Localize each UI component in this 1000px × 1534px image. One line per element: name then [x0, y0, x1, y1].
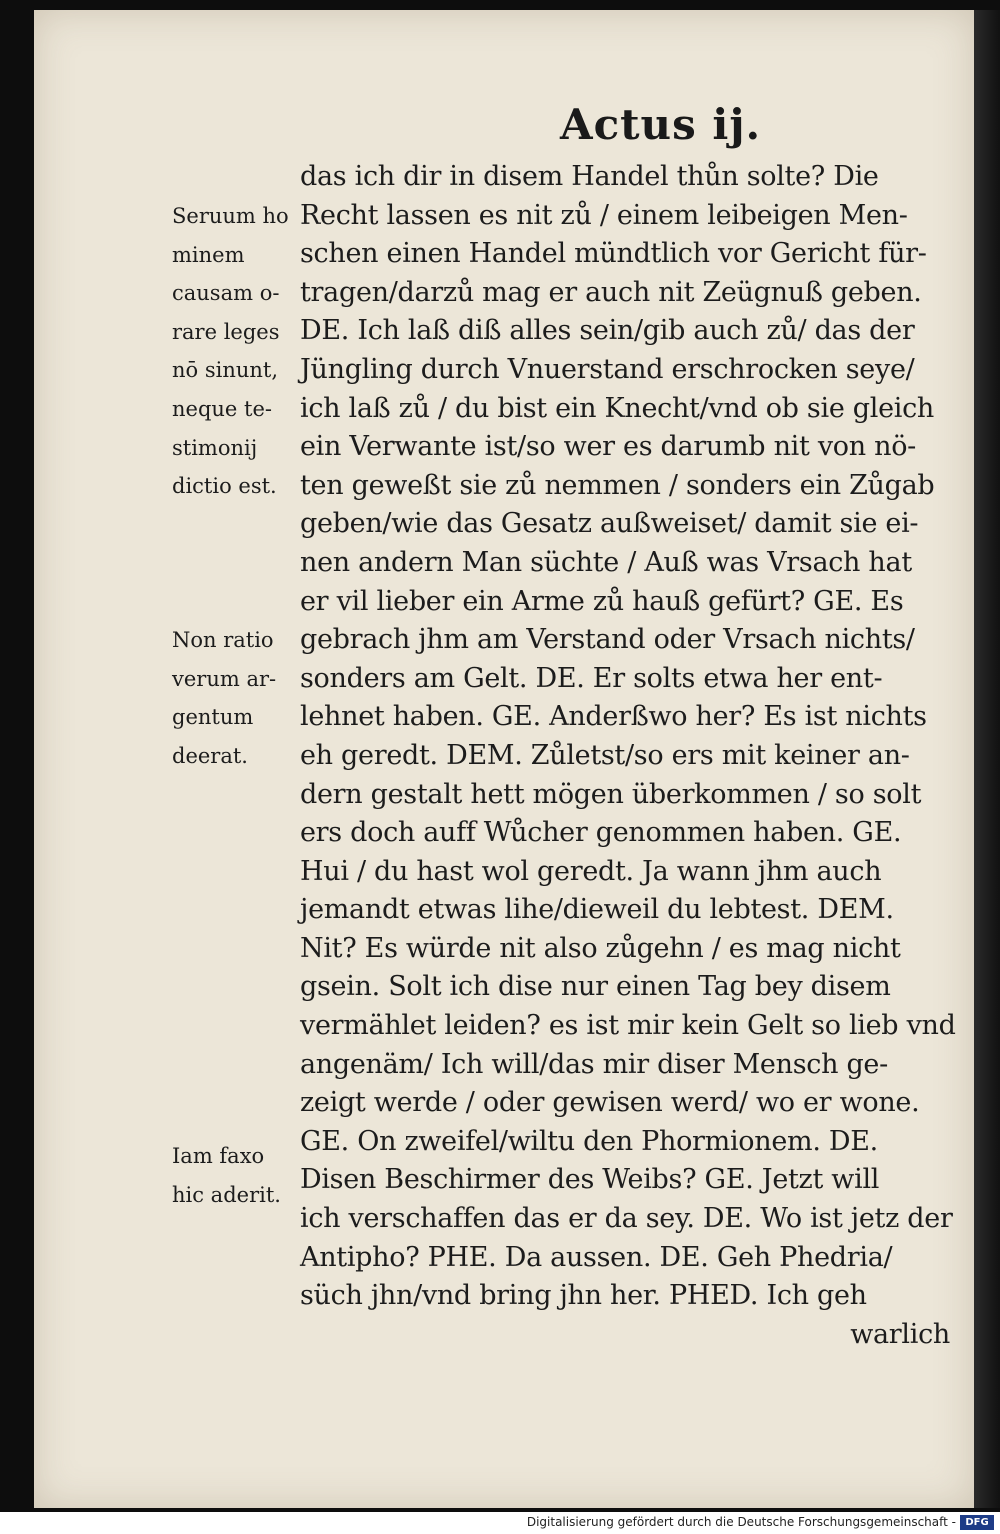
marginal-gloss-3 — [172, 1137, 302, 1214]
gloss-line: causam o- — [172, 281, 280, 306]
page-header: Actus ij. — [560, 100, 762, 149]
text-line: ten geweßt sie zů nemmen / sonders ein Zůgab — [300, 469, 935, 501]
text-line: zeigt werde / oder gewisen werd/ wo er wone. — [300, 1087, 920, 1119]
text-line: er vil lieber ein Arme zů hauß gefürt? GE. Es — [300, 585, 904, 617]
text-line: ich laß zů / du bist ein Knecht/vnd ob sie gleich — [300, 392, 935, 424]
text-line: lehnet haben. GE. Anderßwo her? Es ist nichts — [300, 701, 927, 733]
text-line: ich verschaffen das er da sey. DE. Wo ist jetz der — [300, 1203, 953, 1235]
text-line: vermählet leiden? es ist mir kein Gelt so lieb vnd — [300, 1010, 956, 1042]
gloss-line: verum ar- — [172, 666, 277, 691]
marginal-gloss-2 — [172, 621, 302, 775]
text-line: Hui / du hast wol geredt. Ja wann jhm auch — [300, 855, 882, 887]
text-line: Antipho? PHE. Da aussen. DE. Geh Phedria/ — [300, 1241, 893, 1273]
text-line: Jüngling durch Vnuerstand erschrocken seye/ — [300, 353, 915, 385]
page-edge — [974, 10, 1000, 1508]
text-line: DE. Ich laß diß alles sein/gib auch zů/ das der — [300, 315, 915, 347]
text-line: süch jhn/vnd bring jhn her. PHED. Ich geh — [300, 1280, 867, 1312]
gloss-line: dictio est. — [172, 474, 277, 499]
catchword: warlich — [850, 1318, 950, 1350]
gloss-line: rare leges — [172, 319, 280, 344]
text-line: gebrach jhm am Verstand oder Vrsach nichts/ — [300, 624, 915, 656]
gloss-line: hic aderit. — [172, 1182, 281, 1207]
gloss-line: minem — [172, 242, 245, 267]
gloss-line: neque te- — [172, 396, 272, 421]
text-line: gsein. Solt ich dise nur einen Tag bey disem — [300, 971, 891, 1003]
gloss-line: Non ratio — [172, 628, 274, 652]
text-line: geben/wie das Gesatz außweiset/ damit sie ei- — [300, 508, 919, 540]
text-line: Nit? Es würde nit also zůgehn / es mag nicht — [300, 932, 901, 964]
gloss-line: Iam faxo — [172, 1144, 265, 1168]
text-line: tragen/darzů mag er auch nit Zeügnuß geben. — [300, 276, 922, 308]
text-line: das ich dir in disem Handel thůn solte? Die — [300, 161, 879, 192]
main-text-block — [300, 158, 970, 1354]
footer-bar — [0, 1512, 1000, 1534]
gloss-line: gentum — [172, 705, 254, 730]
marginal-gloss-1 — [172, 197, 302, 506]
text-line: ein Verwante ist/so wer es darumb nit von nö- — [300, 431, 916, 463]
text-line: dern gestalt hett mögen überkommen / so solt — [300, 778, 922, 810]
gloss-line: Seruum ho — [172, 204, 289, 228]
text-line: nen andern Man süchte / Auß was Vrsach hat — [300, 546, 912, 578]
gloss-line: nō sinunt, — [172, 358, 279, 383]
text-line: angenäm/ Ich will/das mir diser Mensch ge- — [300, 1048, 888, 1080]
text-line: jemandt etwas lihe/dieweil du lebtest. DEM. — [300, 894, 894, 926]
text-line: Disen Beschirmer des Weibs? GE. Jetzt will — [300, 1164, 880, 1196]
dfg-logo: DFG — [960, 1515, 994, 1530]
gloss-line: stimonij — [172, 435, 258, 460]
text-line: GE. On zweifel/wiltu den Phormionem. DE. — [300, 1125, 878, 1157]
gloss-line: deerat. — [172, 743, 248, 768]
text-line: eh geredt. DEM. Zůletst/so ers mit keiner an- — [300, 739, 910, 771]
text-line: schen einen Handel mündtlich vor Gericht für- — [300, 238, 927, 270]
text-line: sonders am Gelt. DE. Er solts etwa her ent- — [300, 662, 883, 694]
text-line: Recht lassen es nit zů / einem leibeigen Men- — [300, 199, 908, 231]
text-line: ers doch auff Wůcher genommen haben. GE. — [300, 817, 902, 849]
footer-credit: Digitalisierung gefördert durch die Deutsche Forschungsgemeinschaft - — [526, 1515, 956, 1529]
